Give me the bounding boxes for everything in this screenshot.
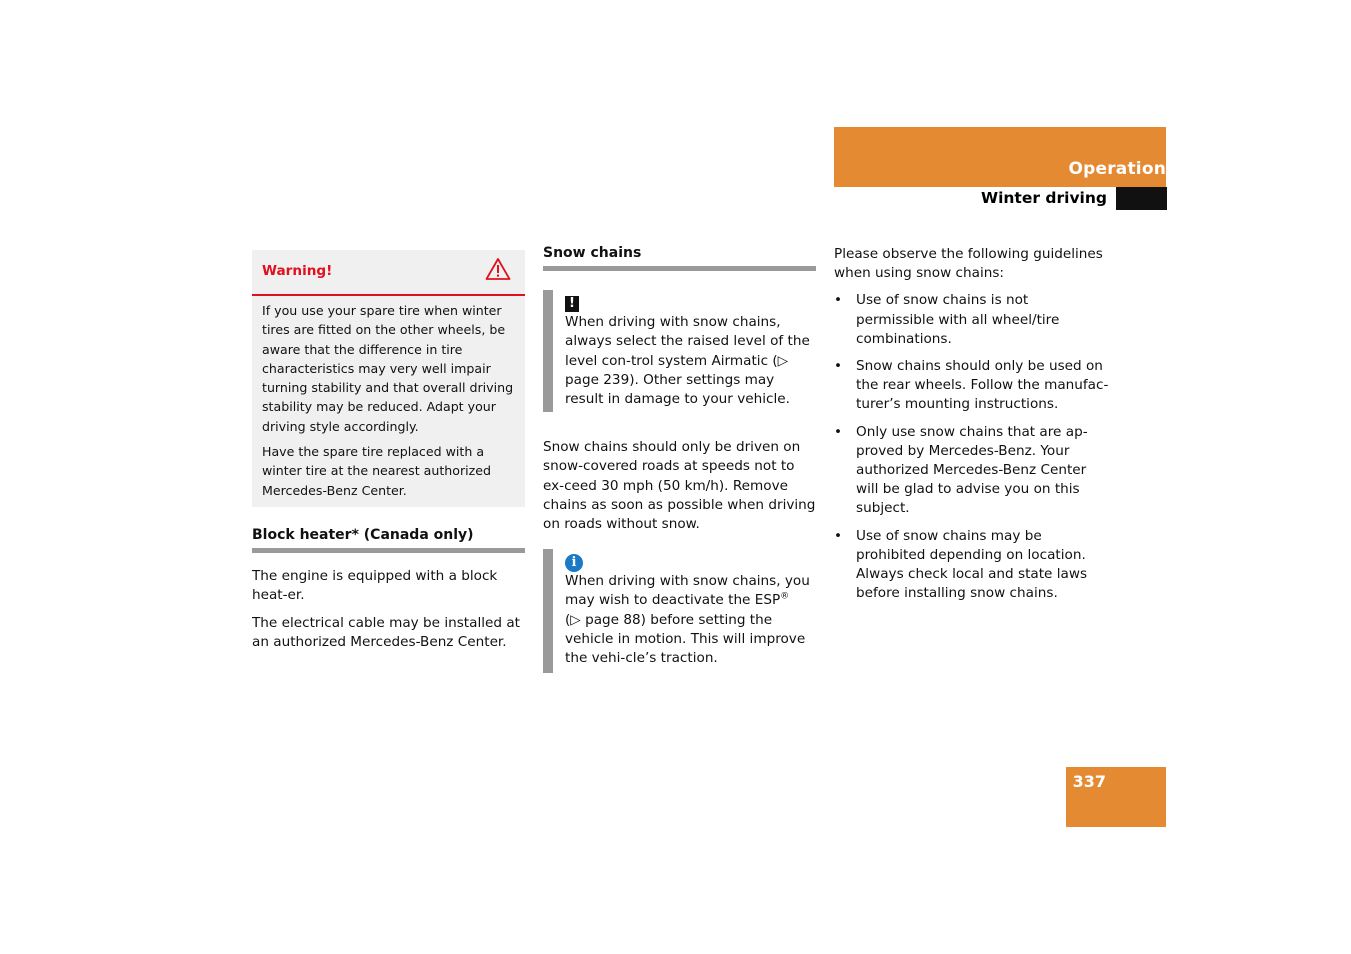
column-right: [834, 245, 1109, 611]
exclamation-icon: !: [565, 296, 579, 312]
info-icon: i: [565, 554, 583, 572]
page-number-box: [1066, 767, 1166, 827]
warning-paragraph: If you use your spare tire when winter tires are fitted on the other wheels, be aware that the difference in tire characteristics may very well impair turning stability and that overall driving stability may be reduced. Adapt your driving style accordingly.: [262, 303, 514, 434]
warning-title: Warning!: [262, 263, 333, 280]
warning-box: [252, 250, 525, 507]
block-heater-heading: Block heater* (Canada only): [252, 526, 525, 553]
list-item: • Use of snow chains may be prohibited depending on location. Always check local and state laws before installing snow chains.: [834, 527, 1109, 604]
section-title: Operation: [1068, 159, 1166, 179]
warning-paragraph: Have the spare tire replaced with a winter tire at the nearest authorized Mercedes-Benz Center.: [262, 444, 492, 498]
block-heater-text: The engine is equipped with a block heat-er.: [252, 568, 498, 604]
header-section-bar: [834, 127, 1166, 187]
column-middle: [543, 244, 816, 673]
registered-mark: ®: [780, 591, 790, 602]
caution-note-text: When driving with snow chains, always select the raised level of the level con-trol system Airmatic (▷ page 239). Other settings may result in damage to your vehicle.: [565, 314, 810, 408]
list-item: • Use of snow chains is not permissible with all wheel/tire combinations.: [834, 291, 1109, 349]
warning-header: [252, 250, 525, 296]
caution-note: [543, 290, 816, 412]
page-number: 337: [1072, 772, 1106, 791]
list-item: • Only use snow chains that are ap-proved by Mercedes-Benz. Your authorized Mercedes-Benz Center will be glad to advise you on this subject.: [834, 423, 1109, 519]
info-note-text-part: (▷ page 88) before setting the vehicle in motion. This will improve the vehi-cle’s traction.: [565, 611, 806, 667]
guidelines-list: [834, 291, 1109, 603]
guidelines-intro: Please observe the following guidelines when using snow chains:: [834, 246, 1103, 282]
column-left: [252, 250, 525, 652]
snow-chains-text: Snow chains should only be driven on snow-covered roads at speeds not to ex-ceed 30 mph (50 km/h). Remove chains as soon as possible when driving on roads without snow.: [543, 439, 816, 533]
info-note: [543, 549, 816, 673]
warning-triangle-icon: [485, 257, 511, 287]
subsection-title: Winter driving: [980, 189, 1107, 207]
snow-chains-heading: Snow chains: [543, 244, 816, 271]
block-heater-text: The electrical cable may be installed at an authorized Mercedes-Benz Center.: [252, 614, 520, 650]
info-note-text: [565, 572, 816, 668]
section-marker: [1116, 187, 1167, 210]
info-note-text-part: When driving with snow chains, you may wish to deactivate the ESP: [565, 573, 810, 609]
list-item: • Snow chains should only be used on the rear wheels. Follow the manufac-turer’s mounting instructions.: [834, 357, 1109, 415]
warning-body: [252, 296, 525, 500]
